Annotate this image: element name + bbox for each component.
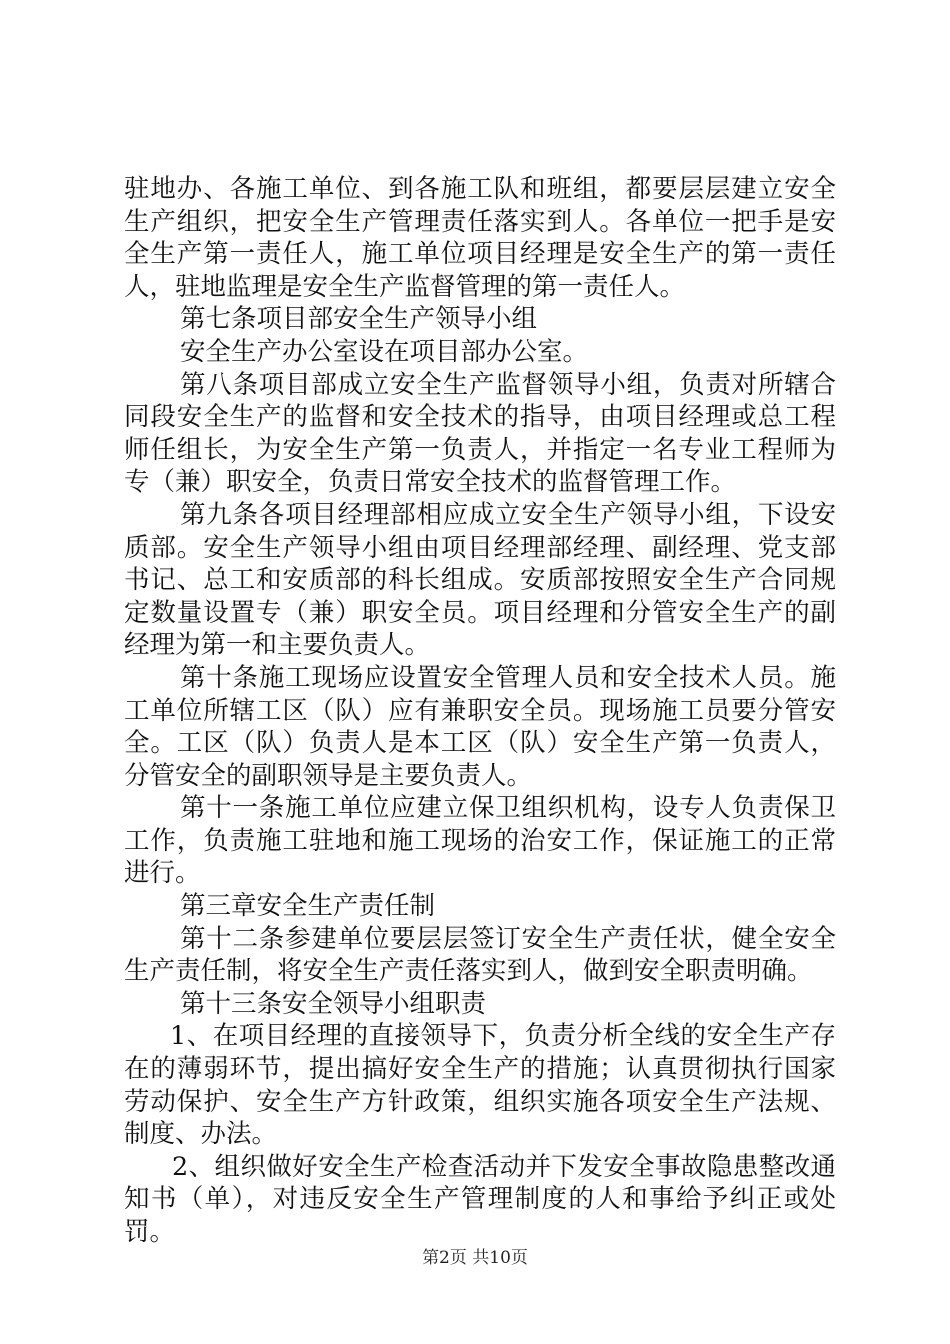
paragraph-office: 安全生产办公室设在项目部办公室。 xyxy=(180,336,589,367)
article-12: 第十二条参建单位要层层签订安全生产责任状，健全安全生产责任制，将安全生产责任落实到人，做到安全职责明确。 xyxy=(124,923,836,987)
page-number: 第2页 共10页 xyxy=(422,1248,528,1268)
article-8: 第八条项目部成立安全生产监督领导小组，负责对所辖合同段安全生产的监督和安全技术的指导，由项目经理或总工程师任组长，为安全生产第一负责人，并指定一名专业工程师为专（兼）职安全，负责日常安全技术的监督管理工作。 xyxy=(124,369,836,498)
article-10: 第十条施工现场应设置安全管理人员和安全技术人员。施工单位所辖工区（队）应有兼职安全员。现场施工员要分管安全。工区（队）负责人是本工区（队）安全生产第一负责人，分管安全的副职领导是主要负责人。 xyxy=(124,662,836,791)
list-item-2: 2、组织做好安全生产检查活动并下发安全事故隐患整改通知书（单），对违反安全生产管理制度的人和事给予纠正或处罚。 xyxy=(124,1151,836,1247)
document-body xyxy=(124,173,836,1249)
chapter-3-heading: 第三章安全生产责任制 xyxy=(180,891,436,922)
article-7-heading: 第七条项目部安全生产领导小组 xyxy=(180,304,538,335)
list-item-1: 1、在项目经理的直接领导下，负责分析全线的安全生产存在的薄弱环节，提出搞好安全生产的措施；认真贯彻执行国家劳动保护、安全生产方针政策，组织实施各项安全生产法规、制度、办法。 xyxy=(124,1021,836,1150)
article-13-heading: 第十三条安全领导小组职责 xyxy=(180,988,487,1019)
paragraph-continuation: 驻地办、各施工单位、到各施工队和班组，都要层层建立安全生产组织，把安全生产管理责任落实到人。各单位一把手是安全生产第一责任人，施工单位项目经理是安全生产的第一责任人，驻地监理是安全生产监督管理的第一责任人。 xyxy=(124,174,836,302)
article-9: 第九条各项目经理部相应成立安全生产领导小组，下设安质部。安全生产领导小组由项目经理部经理、副经理、党支部书记、总工和安质部的科长组成。安质部按照安全生产合同规定数量设置专（兼）职安全员。项目经理和分管安全生产的副经理为第一和主要负责人。 xyxy=(124,499,836,661)
article-11: 第十一条施工单位应建立保卫组织机构，设专人负责保卫工作，负责施工驻地和施工现场的治安工作，保证施工的正常进行。 xyxy=(124,793,836,889)
